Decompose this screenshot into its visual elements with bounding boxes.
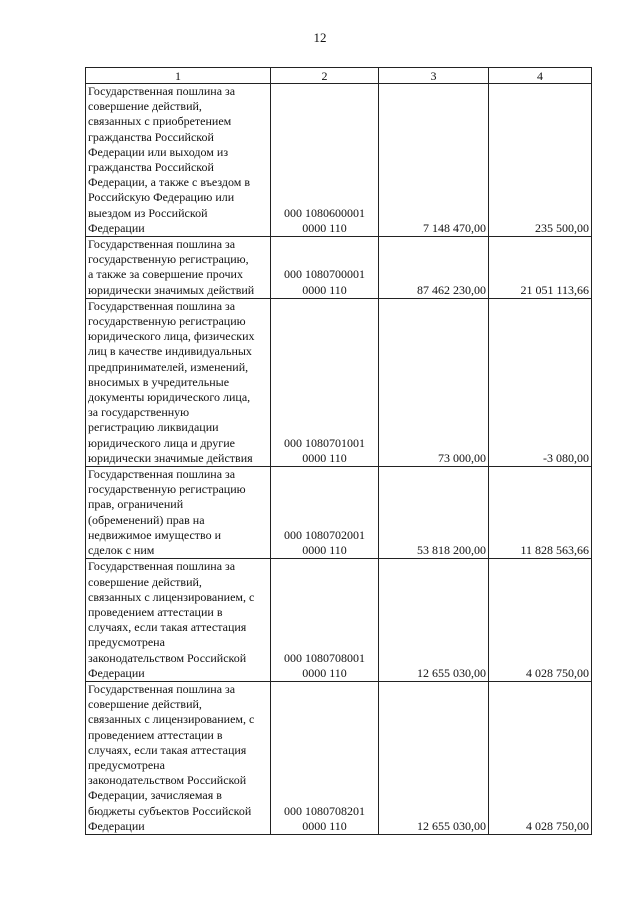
table-row — [86, 84, 592, 237]
row-amount-plan: 12 655 030,00 — [379, 681, 489, 834]
column-header-1: 1 — [86, 68, 271, 84]
row-amount-actual: 4 028 750,00 — [489, 681, 592, 834]
row-name: Государственная пошлина за государственную регистрацию, а также за совершение прочих юридически значимых действий — [86, 237, 271, 299]
row-code: 000 1080700001 0000 110 — [271, 237, 379, 299]
table-row — [86, 467, 592, 559]
row-amount-actual: -3 080,00 — [489, 298, 592, 466]
row-amount-plan: 53 818 200,00 — [379, 467, 489, 559]
row-name: Государственная пошлина за государственную регистрацию прав, ограничений (обременений) прав на недвижимое имущество и сделок с ним — [86, 467, 271, 559]
row-amount-plan: 73 000,00 — [379, 298, 489, 466]
row-code: 000 1080600001 0000 110 — [271, 84, 379, 237]
row-code: 000 1080702001 0000 110 — [271, 467, 379, 559]
row-code: 000 1080708001 0000 110 — [271, 559, 379, 682]
row-amount-plan: 87 462 230,00 — [379, 237, 489, 299]
row-name: Государственная пошлина за совершение действий, связанных с лицензированием, с проведением аттестации в случаях, если такая аттестация предусмотрена законодательством Российской Федерации, зачисляемая в бюджеты субъектов Российской Федерации — [86, 681, 271, 834]
row-code: 000 1080701001 0000 110 — [271, 298, 379, 466]
row-code: 000 1080708201 0000 110 — [271, 681, 379, 834]
row-amount-plan: 7 148 470,00 — [379, 84, 489, 237]
table-row — [86, 237, 592, 299]
row-amount-actual: 235 500,00 — [489, 84, 592, 237]
table-row — [86, 681, 592, 834]
budget-table — [85, 67, 592, 835]
page-number: 12 — [313, 30, 327, 45]
table-header-row — [86, 68, 592, 84]
column-header-3: 3 — [379, 68, 489, 84]
table-row — [86, 298, 592, 466]
row-amount-plan: 12 655 030,00 — [379, 559, 489, 682]
row-name: Государственная пошлина за государственную регистрацию юридического лица, физических лиц в качестве индивидуальных предпринимателей, изменений, вносимых в учредительные документы юридического лица, за государственную регистрацию ликвидации юридического лица и другие юридически значимые действия — [86, 298, 271, 466]
row-amount-actual: 21 051 113,66 — [489, 237, 592, 299]
row-amount-actual: 4 028 750,00 — [489, 559, 592, 682]
row-name: Государственная пошлина за совершение действий, связанных с лицензированием, с проведением аттестации в случаях, если такая аттестация предусмотрена законодательством Российской Федерации — [86, 559, 271, 682]
table-row — [86, 559, 592, 682]
row-amount-actual: 11 828 563,66 — [489, 467, 592, 559]
column-header-4: 4 — [489, 68, 592, 84]
row-name: Государственная пошлина за совершение действий, связанных с приобретением гражданства Российской Федерации или выходом из гражданства Российской Федерации, а также с въездом в Российскую Федерацию или выездом из Российской Федерации — [86, 84, 271, 237]
column-header-2: 2 — [271, 68, 379, 84]
